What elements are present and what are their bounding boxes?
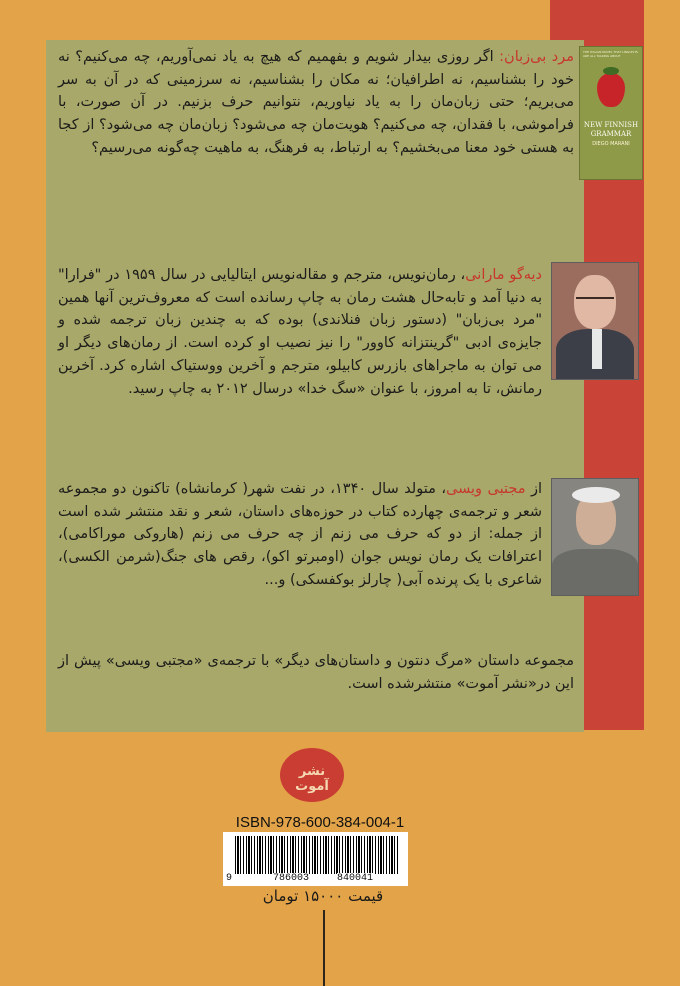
- translator-bio: [58, 478, 542, 592]
- cover-title: NEW FINNISH GRAMMAR: [583, 121, 639, 138]
- cover-author: DIEGO MARANI: [592, 141, 630, 147]
- publisher-logo-text: نشر آموت: [295, 764, 329, 794]
- collection-note: [58, 650, 574, 695]
- barcode-middle-digits: 786003: [273, 873, 310, 884]
- publisher-name: «نشر آموت»: [456, 675, 537, 692]
- spine-line: [323, 910, 325, 986]
- author-glasses: [576, 297, 614, 308]
- book-cover-thumbnail: [579, 46, 643, 180]
- author-bio-text: ، رمان‌نویس، مترجم و مقاله‌نویس ایتالیایی در سال ۱۹۵۹ در "فرارا" به دنیا آمد و تابه‌حال هشت رمان به چاپ رسانده است که معروف‌ترین آنها همین "مرد بی‌زبان" (دستور زبان فنلاندی) بوده که به چندین زبان ترجمه شده و جایزه‌ی ادبی "گرینتزانه کاوور" را نیز نصیب او کرده است. از رمان‌های دیگر او می توان به ماجراهای بازرس کابیلو، مترجم و آخرین ووستیاک اشاره کرد. آخرین رمانش، تا به امروز، با عنوان «سگ خدا» درسال ۲۰۱۲ به چاپ رسید.: [58, 267, 542, 397]
- author-photo: [551, 262, 639, 380]
- translator-bio-text: ، متولد سال ۱۳۴۰، در نفت شهر( کرمانشاه) تاکنون دو مجموعه شعر و ترجمه‌ی چهارده کتاب در حوزه‌های داستان، شعر و نقد منتشر شده است از جمله: از دو که حرف می زنم از چه حرف می زنم (هاروکی موراکامی)، اعترافات یک رمان نویس جوان (اومبرتو اکو)، رقص های جنگ(شرمن الکسی)، شاعری با یک پرنده آبی( چارلز بوکفسکی) و...: [58, 481, 542, 588]
- isbn-label: ISBN-978-600-384-004-1: [235, 814, 405, 831]
- barcode-left-digits: 9: [226, 873, 233, 884]
- cover-tagline: THE ITALIAN NOVEL THAT LINGUISTS ARE ALL TALKING ABOUT: [583, 50, 638, 58]
- author-shirt: [592, 329, 602, 369]
- barcode-bars: [235, 836, 399, 874]
- publisher-logo: [280, 748, 344, 802]
- author-bio: [58, 264, 542, 400]
- author-name: دیه‌گو مارانی: [465, 267, 542, 283]
- price-label: قیمت ۱۵۰۰۰ تومان: [262, 887, 384, 905]
- book-description-text: اگر روزی بیدار شویم و بفهمیم که هیچ به یاد نمی‌آوریم، چه می‌کنیم؟ نه خود را بشناسیم، نه اطرافیان؛ نه مکان را بشناسیم، نه سرزمینی که در آن به سر می‌بریم؛ حتی زبان‌مان را به یاد نیاوریم، نتوانیم حرف بزنیم. در آن صورت، با فراموشی، با فقدان، چه می‌کنیم؟ هویت‌مان چه می‌شود؟ زبان‌مان چه می‌شود؟ از کجا به هستی خود معنا می‌بخشیم؟ به ارتباط، به فرهنگ، به ماهیت چه‌گونه می‌رسیم؟: [58, 49, 574, 156]
- collection-text-b: منتشرشده است.: [347, 675, 457, 692]
- book-title-highlight: مرد بی‌زبان:: [499, 49, 574, 65]
- translator-hair: [572, 487, 620, 503]
- collection-text-a: مجموعه داستان «مرگ دنتون و داستان‌های دیگر» با ترجمه‌ی «مجتبی ویسی» پیش از این در: [58, 653, 574, 692]
- barcode: [223, 832, 408, 886]
- book-description: [58, 46, 574, 160]
- translator-jacket: [552, 549, 638, 595]
- translator-from-prefix: از: [525, 481, 542, 497]
- strawberry-image: [597, 73, 625, 107]
- translator-name: مجتبی ویسی: [446, 481, 526, 497]
- translator-photo: [551, 478, 639, 596]
- barcode-right-digits: 840041: [337, 873, 374, 884]
